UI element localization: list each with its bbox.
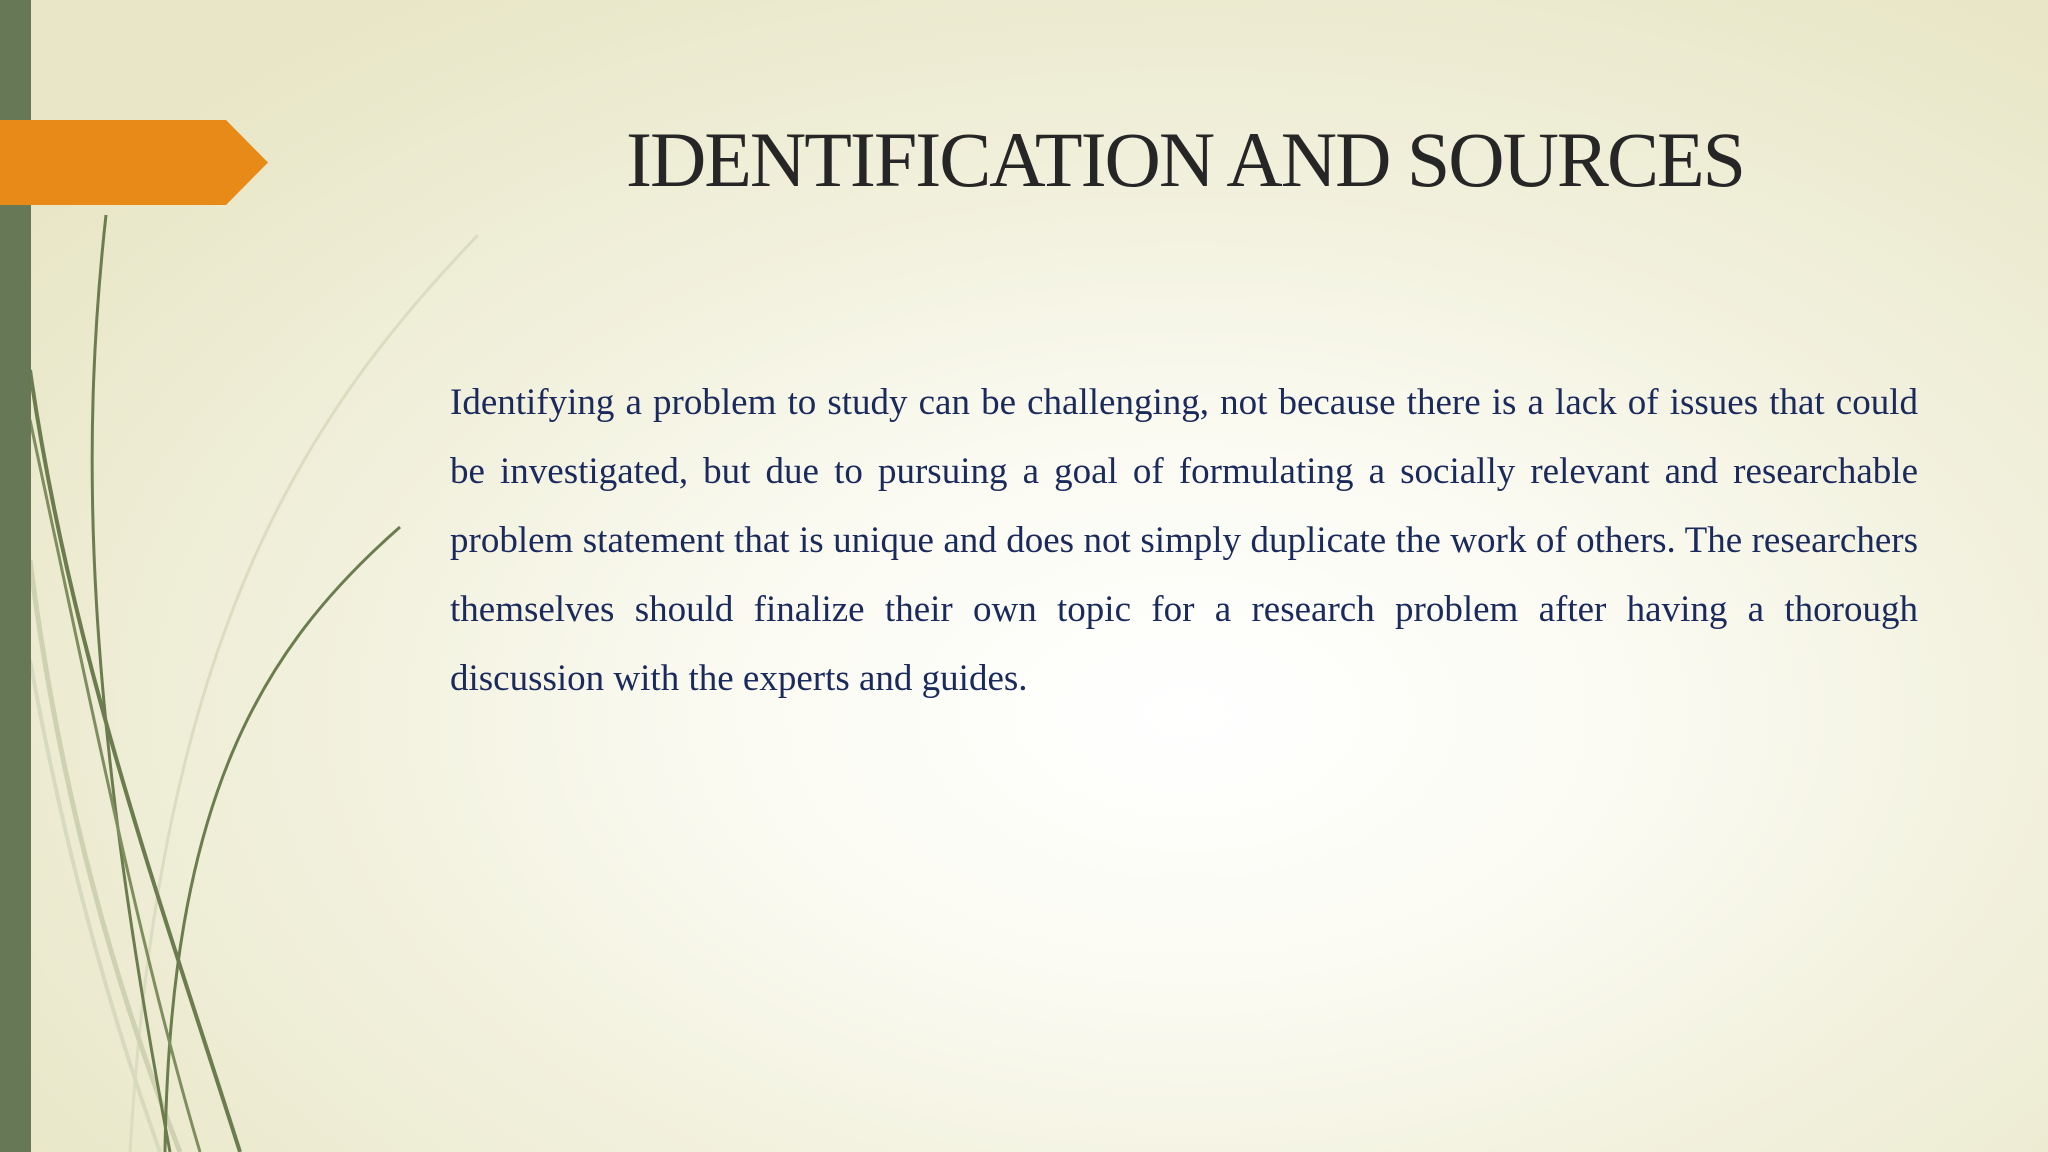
decor-pale-stroke-3 — [30, 660, 160, 1152]
orange-arrow-shape — [0, 120, 268, 205]
decor-green-stroke-3 — [165, 527, 400, 1152]
decor-pale-stroke-2 — [30, 560, 180, 1152]
slide-title: IDENTIFICATION AND SOURCES — [625, 116, 1745, 203]
decor-pale-stroke-1 — [130, 235, 478, 1152]
slide-body-text: Identifying a problem to study can be challenging, not because there is a lack of issues that could be investigated, but due to pursuing a goal of formulating a socially relevant and researchable problem statement that is unique and does not simply duplicate the work of others. The researchers themselves should finalize their own topic for a research problem after having a thorough discussion with the experts and guides. — [450, 382, 1918, 699]
